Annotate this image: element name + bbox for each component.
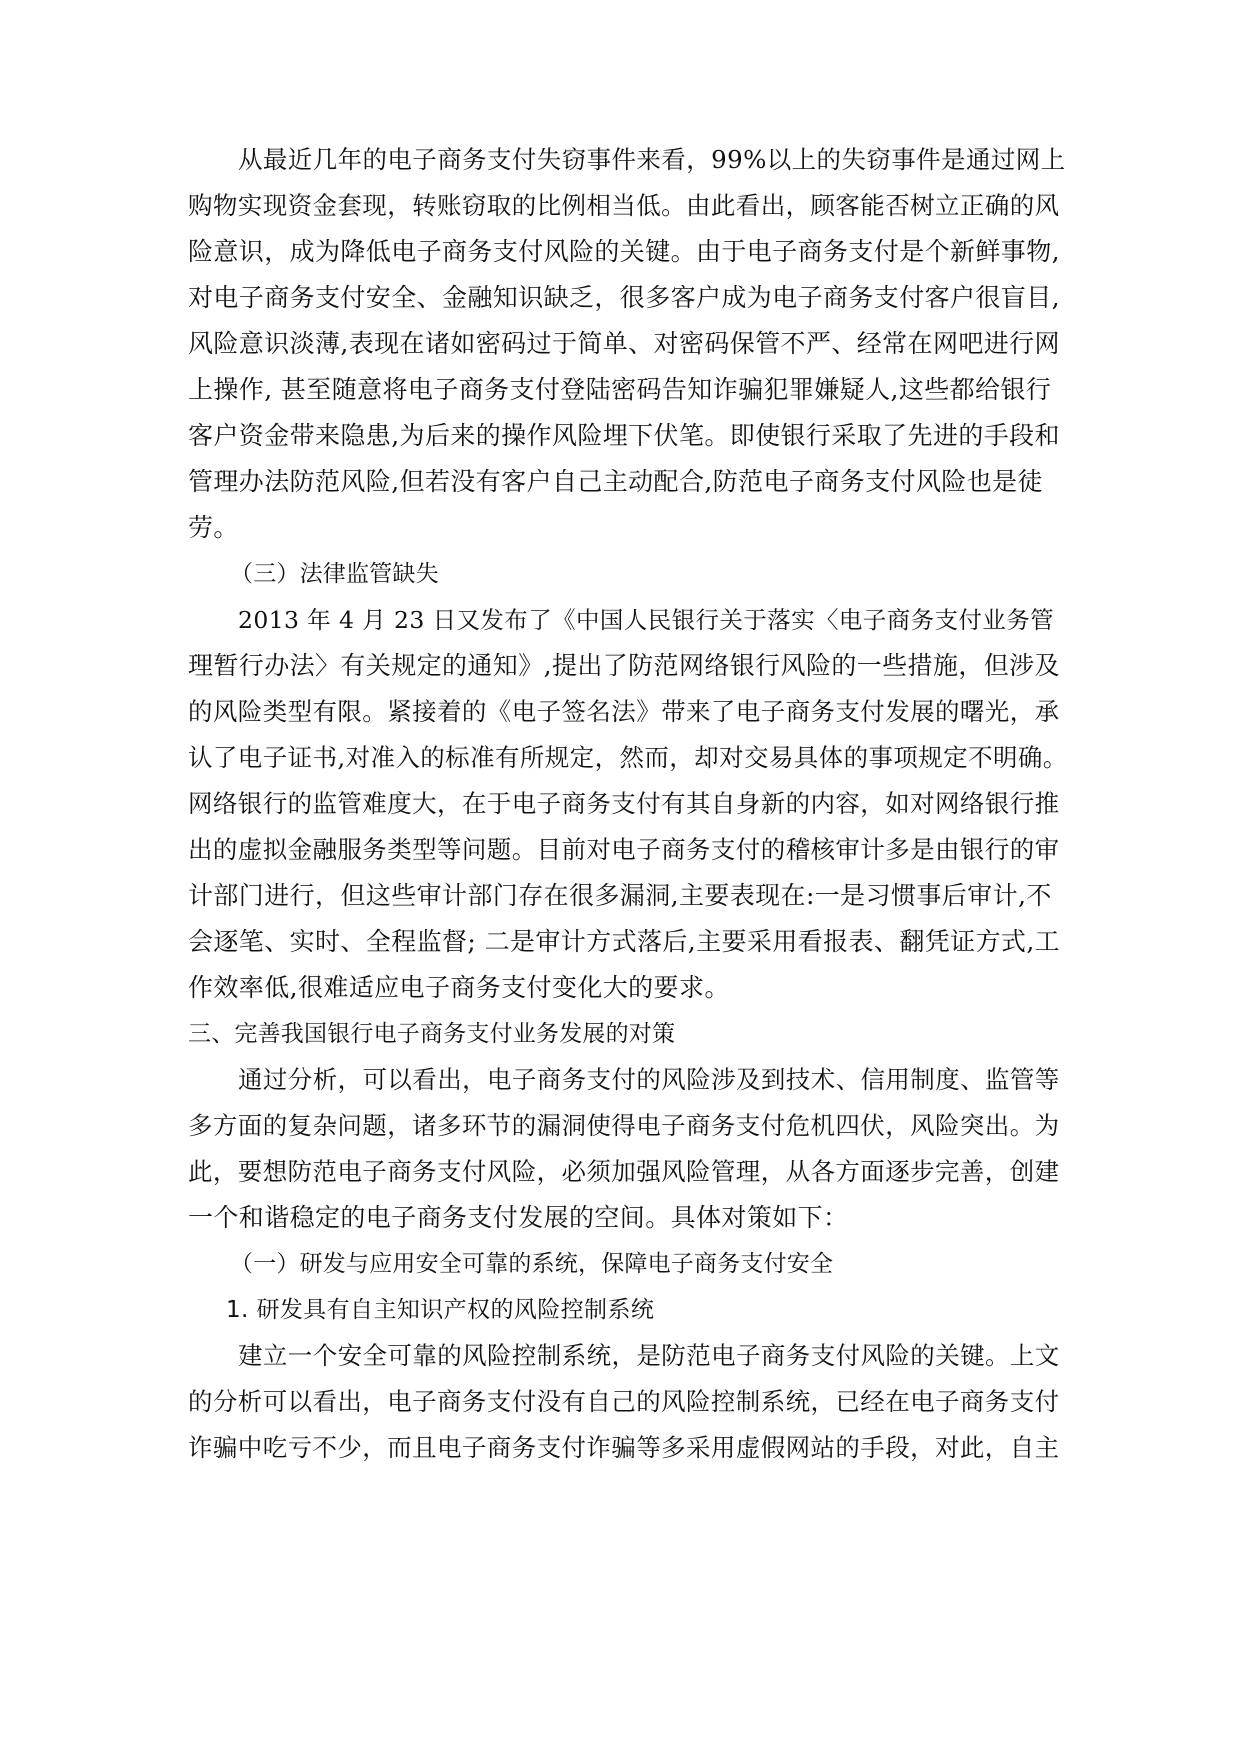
paragraph-3-line-1: 通过分析，可以看出，电子商务支付的风险涉及到技术、信用制度、监管等	[238, 1065, 1060, 1094]
paragraph-3-line-4: 一个和谐稳定的电子商务支付发展的空间。具体对策如下：	[188, 1203, 849, 1232]
paragraph-2-line-7: 计部门进行，但这些审计部门存在很多漏洞,主要表现在:一是习惯事后审计,不	[188, 881, 1052, 910]
section-heading-law: （三）法律监管缺失	[230, 561, 439, 587]
paragraph-3-line-3: 此，要想防范电子商务支付风险，必须加强风险管理，从各方面逐步完善，创建	[188, 1157, 1060, 1186]
paragraph-1-line-8: 管理办法防范风险,但若没有客户自己主动配合,防范电子商务支付风险也是徒	[188, 467, 1043, 496]
paragraph-2-line-5: 网络银行的监管难度大，在于电子商务支付有其自身新的内容，如对网络银行推	[188, 789, 1060, 818]
section-heading-secure-system: （一）研发与应用安全可靠的系统，保障电子商务支付安全	[230, 1251, 834, 1277]
paragraph-1-line-3: 险意识，成为降低电子商务支付风险的关键。由于电子商务支付是个新鲜事物,	[188, 237, 1060, 266]
paragraph-1-line-6: 上操作, 甚至随意将电子商务支付登陆密码告知诈骗犯罪嫌疑人,这些都给银行	[188, 375, 1052, 404]
paragraph-4-line-3: 诈骗中吃亏不少，而且电子商务支付诈骗等多采用虚假网站的手段，对此，自主	[188, 1433, 1060, 1462]
paragraph-1-line-1: 从最近几年的电子商务支付失窃事件来看，99%以上的失窃事件是通过网上	[238, 145, 1066, 174]
paragraph-4-line-1: 建立一个安全可靠的风险控制系统，是防范电子商务支付风险的关键。上文	[238, 1341, 1060, 1370]
paragraph-1-line-4: 对电子商务支付安全、金融知识缺乏，很多客户成为电子商务支付客户很盲目,	[188, 283, 1060, 312]
paragraph-2-line-3: 的风险类型有限。紧接着的《电子签名法》带来了电子商务支付发展的曙光，承	[188, 697, 1060, 726]
paragraph-4-line-2: 的分析可以看出，电子商务支付没有自己的风险控制系统，已经在电子商务支付	[188, 1387, 1060, 1416]
chapter-heading-countermeasures: 三、完善我国银行电子商务支付业务发展的对策	[188, 1021, 676, 1047]
paragraph-1-line-7: 客户资金带来隐患,为后来的操作风险埋下伏笔。即使银行采取了先进的手段和	[188, 421, 1060, 450]
paragraph-2-line-9: 作效率低,很难适应电子商务支付变化大的要求。	[188, 973, 730, 1002]
paragraph-2-line-4: 认了电子证书,对准入的标准有所规定，然而，却对交易具体的事项规定不明确。	[188, 743, 1068, 772]
paragraph-2-line-6: 出的虚拟金融服务类型等问题。目前对电子商务支付的稽核审计多是由银行的审	[188, 835, 1060, 864]
paragraph-1-line-5: 风险意识淡薄,表现在诸如密码过于简单、对密码保管不严、经常在网吧进行网	[188, 329, 1060, 358]
paragraph-2-line-1: 2013 年 4 月 23 日又发布了《中国人民银行关于落实〈电子商务支付业务管	[238, 606, 1055, 634]
subsection-heading-risk-control: 1. 研发具有自主知识产权的风险控制系统	[226, 1297, 655, 1323]
paragraph-1-line-9: 劳。	[188, 513, 239, 542]
paragraph-3-line-2: 多方面的复杂问题，诸多环节的漏洞使得电子商务支付危机四伏，风险突出。为	[188, 1111, 1060, 1140]
paragraph-2-line-2: 理暂行办法〉有关规定的通知》,提出了防范网络银行风险的一些措施，但涉及	[188, 651, 1060, 680]
paragraph-2-line-8: 会逐笔、实时、全程监督; 二是审计方式落后,主要采用看报表、翻凭证方式,工	[188, 927, 1061, 956]
paragraph-1-line-2: 购物实现资金套现，转账窃取的比例相当低。由此看出，顾客能否树立正确的风	[188, 191, 1060, 220]
